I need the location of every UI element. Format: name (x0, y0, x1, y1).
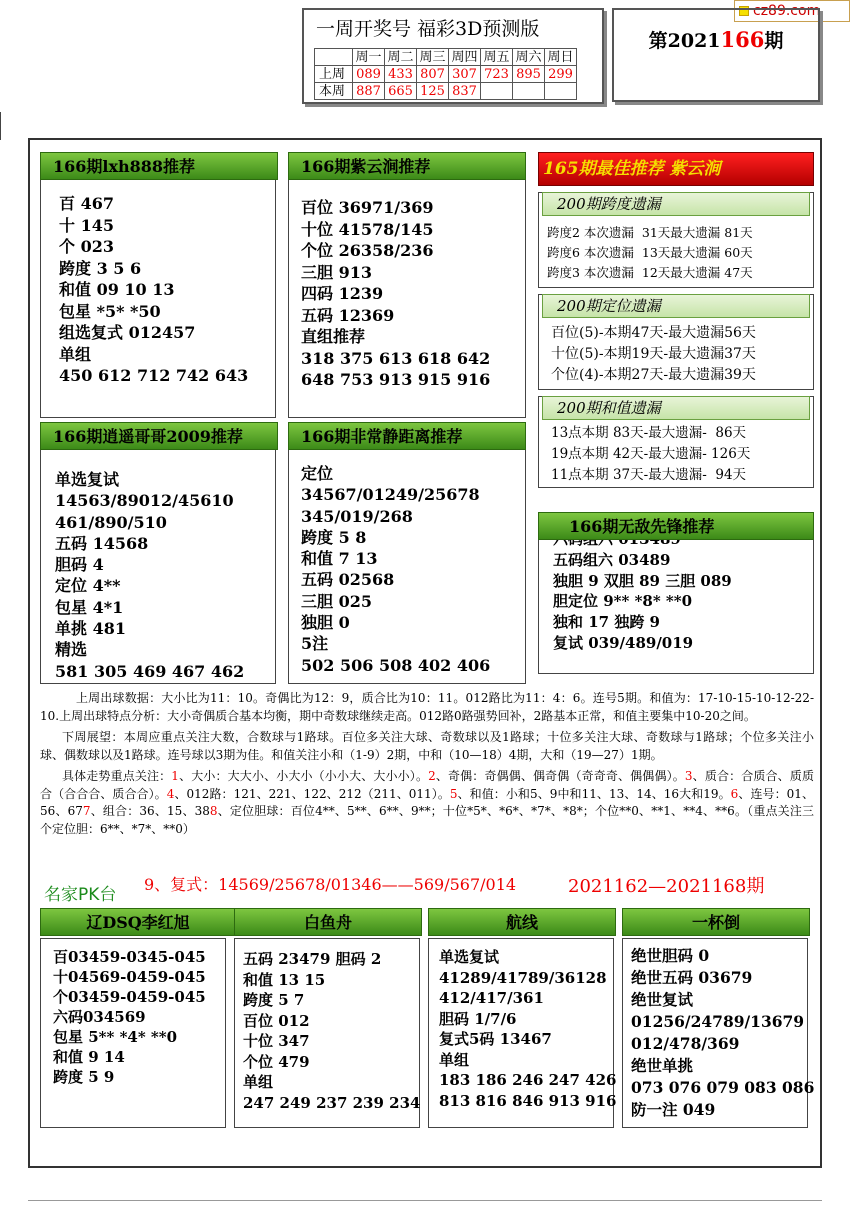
list-line: 复式5码 13467 (439, 1030, 552, 1048)
day-header: 周五 (481, 49, 513, 66)
list-line: 个03459-0459-045 (53, 988, 206, 1006)
list-line: 独和 17 独跨 9 (553, 613, 660, 632)
p5-lines (553, 529, 732, 654)
last-week-cell: 807 (417, 66, 449, 83)
list-line: 定位 (301, 464, 334, 483)
list-line: 01256/24789/13679 (631, 1012, 805, 1031)
list-line: 19点本期 42天-最大遗漏- 126天 (551, 446, 751, 462)
list-line: 精选 (55, 640, 88, 660)
list-line: 和值 09 10 13 (59, 280, 175, 299)
list-line: 绝世单挑 (631, 1056, 694, 1075)
best-title: 165期最佳推荐 紫云涧 (538, 152, 814, 186)
a3g: 、连号：01、56、67 (40, 786, 814, 818)
list-line: 073 076 079 083 086 (631, 1078, 815, 1097)
list-line: 11点本期 37天-最大遗漏- 94天 (551, 467, 747, 483)
n5: 5 (449, 786, 458, 801)
list-line: 单组 (59, 344, 92, 364)
list-line: 独胆 0 (301, 613, 350, 633)
list-line: 百 467 (59, 194, 114, 213)
last-week-cell: 089 (353, 66, 385, 83)
list-line: 813 816 846 913 916 (439, 1091, 617, 1110)
c3-title: 航线 (428, 908, 616, 936)
c1-title: 辽DSQ李红旭 (40, 908, 236, 936)
a3a: 具体走势重点关注： (62, 769, 172, 783)
panel-hangxian (428, 938, 617, 1128)
this-week-cell (481, 83, 513, 100)
weekly-draw-panel (302, 8, 604, 104)
list-line: 三胆 913 (301, 262, 372, 282)
issue-suffix: 期 (764, 30, 784, 52)
list-line: 345/019/268 (301, 506, 413, 526)
list-line: 六码034569 (53, 1008, 146, 1026)
list-line: 组选复式 012457 (59, 323, 196, 342)
list-line: 十位 347 (243, 1032, 310, 1050)
list-line: 247 249 237 239 234 (243, 1093, 421, 1112)
last-week-cell: 895 (513, 66, 545, 83)
a3h: 、组合：36、15、38 (90, 804, 210, 818)
p2-lines (301, 197, 490, 391)
list-line: 5注 (301, 634, 329, 654)
list-line: 012/478/369 (631, 1034, 740, 1053)
analysis-para3 (40, 768, 814, 838)
last-week-row (315, 66, 577, 83)
this-week-cell: 887 (353, 83, 385, 100)
list-line: 和值 9 14 (53, 1048, 125, 1066)
last-week-cell: 307 (449, 66, 481, 83)
list-line: 胆定位 9** *8* **0 (553, 592, 693, 611)
list-line: 十位 41578/145 (301, 219, 434, 239)
day-header: 周四 (449, 49, 481, 66)
list-line: 13点本期 83天-最大遗漏- 86天 (551, 425, 747, 441)
panel-xiaoyao (40, 448, 276, 684)
list-line: 跨度2 本次遗漏 31天最大遗漏 81天 (547, 225, 753, 240)
list-line: 跨度6 本次遗漏 13天最大遗漏 60天 (547, 245, 753, 260)
last-week-cell: 299 (545, 66, 577, 83)
p3-title: 166期逍遥哥哥2009推荐 (40, 422, 278, 450)
pos-title: 200期定位遗漏 (542, 294, 810, 318)
c4-title: 一杯倒 (622, 908, 810, 936)
days-row (315, 49, 577, 66)
a3e: 、012路：121、221、122、212（211、011）。 (174, 786, 450, 801)
analysis-text (40, 690, 814, 838)
list-line: 跨度 5 7 (243, 991, 305, 1009)
list-line: 绝世复试 (631, 990, 694, 1009)
a3b: 、大小：大大小、小大小（小小大、大小小）。 (178, 769, 429, 783)
n7: 7 (82, 804, 91, 818)
list-line: 412/417/361 (439, 989, 544, 1007)
p4-lines (301, 463, 490, 676)
list-line: 胆码 1/7/6 (439, 1009, 517, 1028)
c1-lines (53, 947, 206, 1087)
list-line: 单选复试 (439, 948, 500, 966)
c2-title: 白鱼舟 (234, 908, 422, 936)
list-line: 独胆 9 双胆 89 三胆 089 (553, 571, 732, 590)
pos-rows (551, 323, 756, 386)
p4-title: 166期非常静距离推荐 (288, 422, 526, 450)
list-line: 跨度 3 5 6 (59, 258, 142, 278)
analysis-para2: 下周展望：本周应重点关注大数，合数球与1路球。百位多关注大球、奇数球以及1路球；十位多关注大球、奇数球与1路球；个位多关注小球、偶数球以及1路球。连号球以3期为佳。和值关注小和（1-9）2期，中和（10—18）4期，大和（19—27）1期。 (40, 730, 814, 762)
span-rows (547, 223, 753, 283)
list-line: 318 375 613 618 642 (301, 348, 491, 368)
issue-num: 166 (720, 27, 765, 52)
pk-range: 2021162—2021168期 (568, 876, 765, 897)
n4: 4 (166, 786, 175, 801)
list-line: 单组 (243, 1073, 274, 1091)
list-line: 定位 4** (55, 576, 121, 596)
list-line: 461/890/510 (55, 512, 167, 532)
this-week-cell (545, 83, 577, 100)
list-line: 450 612 712 742 643 (59, 366, 249, 385)
this-week-cell: 665 (385, 83, 417, 100)
list-line: 跨度 5 9 (53, 1068, 115, 1086)
a3f: 、和值：小和5、9中和11、13、14、16大和19。 (457, 786, 731, 801)
list-line: 34567/01249/25678 (301, 485, 480, 505)
list-line: 十位(5)-本期19天-最大遗漏37天 (551, 346, 756, 362)
n8: 8 (209, 804, 218, 818)
list-line: 14563/89012/45610 (55, 491, 234, 511)
list-line: 绝世五码 03679 (631, 968, 753, 987)
list-line: 五码 12369 (301, 305, 395, 325)
left-divider (0, 112, 1, 140)
n1: 1 (171, 769, 179, 783)
last-week-cell: 433 (385, 66, 417, 83)
list-line: 防一注 049 (631, 1100, 716, 1119)
panel-lxh888 (40, 178, 276, 418)
list-line: 跨度 5 8 (301, 527, 367, 547)
weekly-title: 一周开奖号 福彩3D预测版 (316, 18, 540, 40)
last-week-cell: 723 (481, 66, 513, 83)
this-week-cell: 125 (417, 83, 449, 100)
list-line: 百位 36971/369 (301, 198, 434, 217)
issue-number (612, 8, 820, 102)
list-line: 个位(4)-本期27天-最大遗漏39天 (551, 367, 756, 383)
list-line: 四码 1239 (301, 284, 384, 303)
a3d: 、质合：合质合、质质合（合合合、质合合）。 (40, 769, 814, 801)
list-line: 百位 012 (243, 1011, 310, 1030)
list-line: 复试 039/489/019 (553, 633, 694, 652)
list-line: 三胆 025 (301, 591, 372, 611)
panel-feichang (288, 448, 526, 684)
this-week-cell (513, 83, 545, 100)
last-week-label: 上周 (315, 66, 353, 83)
span-title: 200期跨度遗漏 (542, 192, 810, 216)
list-line: 个位 26358/236 (301, 241, 434, 260)
p5-title: 166期无敌先锋推荐 (538, 512, 814, 540)
list-line: 183 186 246 247 426 (439, 1071, 617, 1089)
day-header: 周二 (385, 49, 417, 66)
list-line: 百03459-0345-045 (53, 948, 206, 966)
n3: 3 (684, 769, 693, 783)
issue-prefix: 第2021 (648, 30, 721, 52)
panel-baiyuzhou (234, 938, 420, 1128)
list-line: 胆码 4 (55, 555, 104, 575)
list-line: 五码 14568 (55, 533, 149, 553)
list-line: 648 753 913 915 916 (301, 370, 491, 389)
list-line: 包星 *5* *50 (59, 301, 161, 321)
list-line: 581 305 469 467 462 (55, 661, 245, 681)
list-line: 个位 479 (243, 1052, 310, 1071)
p3-lines (55, 469, 244, 682)
watermark-text: cz89.com (753, 3, 821, 19)
this-week-cell: 837 (449, 83, 481, 100)
weekly-table (314, 48, 577, 100)
panel-wudi (538, 520, 814, 674)
n6: 6 (730, 786, 739, 801)
list-line: 502 506 508 402 406 (301, 655, 491, 675)
list-line: 十 145 (59, 215, 114, 235)
panel-ziyunjian (288, 178, 526, 418)
list-line: 41289/41789/36128 (439, 968, 607, 987)
c2-lines (243, 949, 420, 1113)
list-line: 包星 5** *4* **0 (53, 1028, 178, 1046)
c4-lines (631, 945, 814, 1121)
footer-line (28, 1200, 822, 1201)
this-week-row (315, 83, 577, 100)
day-header: 周六 (513, 49, 545, 66)
list-line: 个 023 (59, 237, 114, 256)
list-line: 单挑 481 (55, 619, 126, 639)
list-line: 百位(5)-本期47天-最大遗漏56天 (551, 325, 756, 341)
day-header: 周一 (353, 49, 385, 66)
list-line: 和值 13 15 (243, 970, 326, 989)
c3-lines (439, 947, 616, 1111)
list-line: 五码组六 03489 (553, 550, 671, 569)
p2-title: 166期紫云涧推荐 (288, 152, 526, 180)
list-line: 五码 02568 (301, 570, 395, 590)
day-header: 周三 (417, 49, 449, 66)
list-line: 跨度3 本次遗漏 12天最大遗漏 47天 (547, 265, 753, 280)
n2: 2 (428, 769, 436, 783)
list-line: 十04569-0459-045 (53, 968, 206, 986)
a3i: 、定位胆球：百位4**、5**、6**、9**；十位*5*、*6*、*7*、*8*；个位**0、**1、**4、**6。（重点关注三个定位胆：6**、*7*、**0） (40, 804, 815, 836)
main-board (28, 138, 822, 1168)
p1-title: 166期lxh888推荐 (40, 152, 278, 180)
day-header: 周日 (545, 49, 577, 66)
this-week-label: 本周 (315, 83, 353, 100)
list-line: 和值 7 13 (301, 549, 378, 569)
pk-label: 名家PK台 (44, 885, 117, 905)
list-line: 绝世胆码 0 (631, 946, 710, 965)
sum-rows (551, 423, 750, 486)
list-line: 单选复试 (55, 470, 120, 489)
a3c: 、奇偶：奇偶偶、偶奇偶（奇奇奇、偶偶偶）。 (435, 769, 685, 783)
list-line: 直组推荐 (301, 327, 366, 346)
analysis-para1: 上周出球数据：大小比为11：10。奇偶比为12：9，质合比为10：11。012路比为11：4：6。连号5期。和值为：17-10-15-10-12-22-10.上周出球特点分析：大小奇偶质合基本均衡，期中奇数球继续走高。012路0路强势回补，2路基本正常，和值主要集中10-20之间。 (40, 691, 814, 723)
pk-line9: 9、复式：14569/25678/01346——569/567/014 (144, 875, 517, 894)
list-line: 包星 4*1 (55, 597, 124, 617)
list-line: 五码 23479 胆码 2 (243, 950, 382, 968)
panel-yibeidao (622, 938, 815, 1128)
sum-title: 200期和值遗漏 (542, 396, 810, 420)
list-line: 单组 (439, 1050, 470, 1069)
panel-li-hongxu (40, 938, 226, 1128)
p1-lines (59, 193, 248, 387)
